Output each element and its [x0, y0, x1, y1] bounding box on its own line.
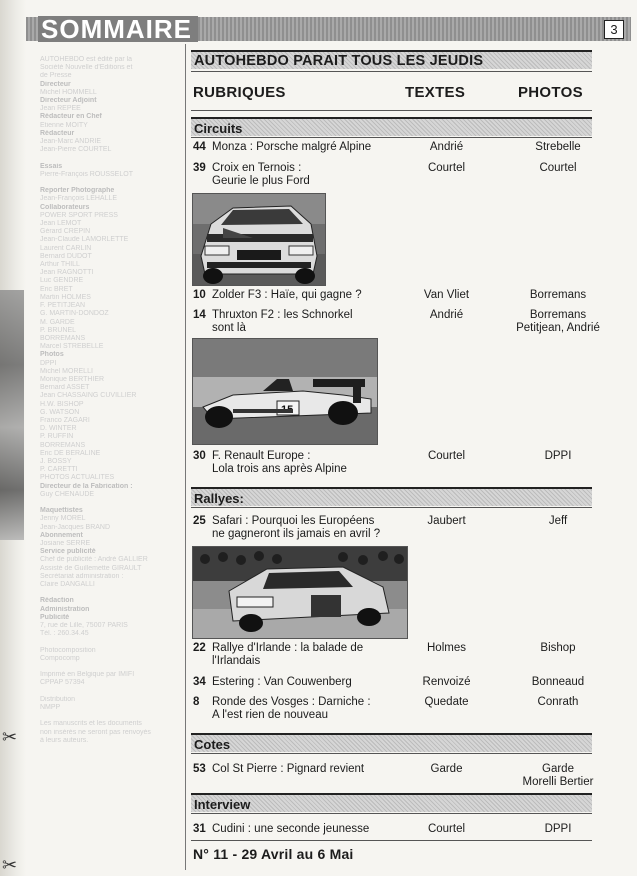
- staff-credit-line: Michel HOMMELL: [40, 88, 97, 96]
- entry-title: Thruxton F2 : les Schnorkel sont là: [212, 309, 353, 334]
- staff-credit-line: à leurs auteurs.: [40, 736, 89, 744]
- staff-credit-line: Jean-Marc ANDRIÉ: [40, 138, 102, 146]
- staff-credit-line: [40, 712, 180, 720]
- staff-credit-line: Claire DANGALLI: [40, 581, 95, 588]
- staff-credit-line: de Presse: [40, 72, 72, 80]
- staff-credit-line: Directeur de la Fabrication :: [40, 482, 133, 490]
- staff-credit-line: Société Nouvelle d'Éditions et: [40, 64, 133, 72]
- staff-credit-line: [40, 638, 180, 646]
- staff-credit-line: Jean RÉPÉE: [40, 105, 81, 113]
- staff-credit-line: Publicité: [40, 613, 70, 621]
- divider: [191, 71, 592, 72]
- staff-credit-line: Rédaction: [40, 597, 74, 605]
- staff-credit-line: [40, 589, 180, 597]
- entry-photos: Strebelle: [535, 141, 581, 153]
- entry-page-number: 22: [193, 642, 206, 654]
- staff-credit-line: Jean LEMOT: [40, 220, 82, 228]
- staff-credit-line: Jean-Pierre COURTEL: [40, 146, 112, 154]
- divider: [191, 753, 592, 754]
- photo-ford-escort: [192, 193, 326, 286]
- entry-photos: Courtel: [539, 162, 577, 174]
- entry-photos: Bonneaud: [531, 676, 585, 688]
- staff-credit-line: Rédacteur en Chef: [40, 113, 102, 121]
- entry-photos: Borremans Petitjean, Andrié: [516, 309, 600, 334]
- staff-credit-line: [40, 179, 180, 187]
- staff-credit-line: Bernard ASSET: [40, 384, 90, 392]
- entry-textes: Courtel: [427, 450, 466, 462]
- staff-credit-line: P. CARETTI: [40, 466, 78, 474]
- staff-credit-line: P. BRUNEL: [40, 326, 77, 334]
- staff-credit-line: BORREMANS: [40, 441, 86, 449]
- section-header-rallyes: Rallyes:: [191, 487, 592, 506]
- staff-credit-line: Abonnement: [40, 531, 83, 539]
- staff-credit-line: Photocomposition: [40, 646, 96, 654]
- entry-textes: Holmes: [427, 642, 466, 654]
- staff-credit-line: [40, 663, 180, 671]
- staff-credits: [40, 56, 180, 745]
- entry-textes: Courtel: [427, 823, 466, 835]
- entry-title: Zolder F3 : Haïe, qui gagne ?: [212, 289, 362, 301]
- entry-photos: Garde Morelli Bertier: [522, 763, 594, 788]
- staff-credit-line: 7, rue de Lille, 75007 PARIS: [40, 622, 128, 630]
- staff-credit-line: Rédacteur: [40, 129, 75, 137]
- staff-credit-line: [40, 154, 180, 162]
- page-title: SOMMAIRE: [38, 16, 198, 42]
- entry-textes: Quedate: [424, 696, 469, 708]
- entry-title: Monza : Porsche malgré Alpine: [212, 141, 372, 153]
- entry-title: F. Renault Europe : Lola trois ans après Alpine: [212, 450, 347, 475]
- staff-credit-line: J. BOSSY: [40, 457, 72, 465]
- staff-credit-line: Jean RAGNOTTI: [40, 269, 94, 277]
- staff-credit-line: Photos: [40, 351, 64, 359]
- section-header-cotes: Cotes: [191, 733, 592, 752]
- entry-page-number: 53: [193, 763, 206, 775]
- divider: [191, 110, 592, 111]
- entry-title: Safari : Pourquoi les Européens ne gagneront ils jamais en avril ?: [212, 515, 381, 540]
- staff-credit-line: [40, 499, 180, 507]
- entry-textes: Jaubert: [427, 515, 466, 527]
- entry-textes: Courtel: [427, 162, 466, 174]
- divider: [191, 813, 592, 814]
- staff-credit-line: Jean CHASSAING CUVILLIER: [40, 392, 137, 400]
- issue-footer: N° 11 - 29 Avril au 6 Mai: [193, 846, 354, 862]
- entry-title: Ronde des Vosges : Darniche : A l'est rien de nouveau: [212, 696, 371, 721]
- entry-textes: Van Vliet: [423, 289, 470, 301]
- staff-credit-line: Jenny MOREL: [40, 515, 86, 523]
- entry-photos: Jeff: [548, 515, 568, 527]
- entry-photos: Conrath: [537, 696, 579, 708]
- staff-credit-line: Reporter Photographe: [40, 187, 115, 195]
- staff-credit-line: Administration: [40, 605, 90, 613]
- staff-credit-line: Maquettistes: [40, 507, 83, 515]
- staff-credit-line: Directeur: [40, 80, 71, 88]
- entry-title: Rallye d'Irlande : la balade de l'Irlandais: [212, 642, 364, 667]
- entry-page-number: 8: [193, 696, 200, 708]
- entry-photos: Borremans: [529, 289, 587, 301]
- staff-credit-line: Jean-Claude LAMORLETTE: [40, 236, 129, 244]
- staff-credit-line: G. MARTIN-DONDOZ: [40, 310, 109, 318]
- staff-credit-line: Guy CHÉNAUDE: [40, 490, 95, 498]
- column-header-textes: TEXTES: [405, 84, 466, 101]
- staff-credit-line: DPPI: [40, 359, 57, 367]
- entry-page-number: 30: [193, 450, 206, 462]
- staff-credit-line: F. PETITJEAN: [40, 302, 86, 310]
- entry-title: Estering : Van Couwenberg: [212, 676, 352, 688]
- staff-credit-line: Imprimé en Belgique par IMIFI: [40, 671, 135, 679]
- entry-title: Croix en Ternois : Geurie le plus Ford: [212, 162, 310, 187]
- staff-credit-line: Eric DE BERALINE: [40, 449, 101, 457]
- column-header-photos: PHOTOS: [518, 84, 583, 101]
- staff-credit-line: NMPP: [40, 704, 61, 712]
- photo-safari-rally: [192, 546, 408, 639]
- staff-credit-line: Martin HOLMES: [40, 293, 91, 301]
- staff-credit-line: Laurent CARLIN: [40, 244, 92, 252]
- staff-credit-line: Les manuscrits et les documents: [40, 720, 142, 728]
- staff-credit-line: Marcel STREBELLE: [40, 343, 104, 351]
- staff-credit-line: non insérés ne seront pas renvoyés: [40, 728, 151, 736]
- scissors-icon: ✂: [2, 727, 18, 747]
- staff-credit-line: Arthur THILL: [40, 261, 80, 269]
- staff-credit-line: [40, 688, 180, 696]
- staff-credit-line: G. WATSON: [40, 408, 80, 416]
- entry-photos: DPPI: [544, 823, 572, 835]
- staff-credit-line: PHOTOS ACTUALITÉS: [40, 474, 115, 482]
- publication-banner: AUTOHEBDO PARAIT TOUS LES JEUDIS: [191, 50, 592, 69]
- column-divider: [185, 44, 186, 870]
- staff-credit-line: AUTOHEBDO est édité par la: [40, 56, 133, 63]
- staff-credit-line: Jean-Jacques BRAND: [40, 523, 111, 531]
- staff-credit-line: Pierre-François ROUSSELOT: [40, 170, 133, 178]
- entry-title: Col St Pierre : Pignard revient: [212, 763, 365, 775]
- divider: [191, 507, 592, 508]
- staff-credit-line: POWER SPORT PRESS: [40, 211, 118, 219]
- entry-textes: Andrié: [429, 309, 464, 321]
- scissors-icon: ✂: [2, 855, 18, 875]
- staff-credit-line: Franco ZAGARI: [40, 416, 90, 424]
- entry-page-number: 34: [193, 676, 206, 688]
- entry-page-number: 39: [193, 162, 206, 174]
- staff-credit-line: Gérard CRÉPIN: [40, 228, 91, 236]
- staff-credit-line: Assisté de Guillemette GIRAULT: [40, 564, 142, 572]
- entry-page-number: 44: [193, 141, 206, 153]
- staff-credit-line: Distribution: [40, 695, 76, 703]
- divider: [191, 840, 592, 841]
- entry-photos: DPPI: [544, 450, 572, 462]
- entry-page-number: 14: [193, 309, 206, 321]
- photo-f2-car: [192, 338, 378, 445]
- staff-credit-line: Chef de publicité : André GALLIER: [40, 556, 148, 564]
- staff-credit-line: H.W. BISHOP: [40, 400, 84, 408]
- staff-credit-line: Directeur Adjoint: [40, 97, 97, 105]
- staff-credit-line: Josiane SERRE: [40, 539, 91, 547]
- entry-title: Cudini : une seconde jeunesse: [212, 823, 370, 835]
- staff-credit-line: Service publicité: [40, 548, 96, 556]
- entry-page-number: 10: [193, 289, 206, 301]
- staff-credit-line: Monique BERTHIER: [40, 375, 105, 383]
- section-header-interview: Interview: [191, 793, 592, 812]
- entry-page-number: 25: [193, 515, 206, 527]
- entry-textes: Andrié: [429, 141, 464, 153]
- adjacent-page-photo: [0, 290, 24, 540]
- staff-credit-line: Tél. : 260.34.45: [40, 630, 89, 638]
- page-number: 3: [604, 20, 624, 39]
- staff-credit-line: Compocomp: [40, 654, 80, 662]
- staff-credit-line: BORREMANS: [40, 334, 86, 342]
- entry-textes: Renvoizé: [422, 676, 471, 688]
- entry-textes: Garde: [430, 763, 463, 775]
- staff-credit-line: P. RUFFIN: [40, 433, 74, 441]
- staff-credit-line: M. GARDE: [40, 318, 75, 326]
- divider: [191, 137, 592, 138]
- column-header-rubriques: RUBRIQUES: [193, 84, 286, 101]
- staff-credit-line: Essais: [40, 162, 63, 170]
- staff-credit-line: Secrétariat administration :: [40, 572, 124, 580]
- staff-credit-line: D. WINTER: [40, 425, 77, 433]
- staff-credit-line: Eric BRET: [40, 285, 73, 293]
- staff-credit-line: Jean-François LEHALLE: [40, 195, 118, 203]
- staff-credit-line: Michel MORELLI: [40, 367, 93, 375]
- staff-credit-line: Collaborateurs: [40, 203, 90, 211]
- entry-page-number: 31: [193, 823, 206, 835]
- entry-photos: Bishop: [540, 642, 576, 654]
- section-header-circuits: Circuits: [191, 117, 592, 136]
- staff-credit-line: Etienne MOITY: [40, 121, 88, 129]
- staff-credit-line: Bernard DUDOT: [40, 252, 92, 260]
- staff-credit-line: CPPAP 57394: [40, 679, 85, 687]
- staff-credit-line: Luc GENDRE: [40, 277, 84, 285]
